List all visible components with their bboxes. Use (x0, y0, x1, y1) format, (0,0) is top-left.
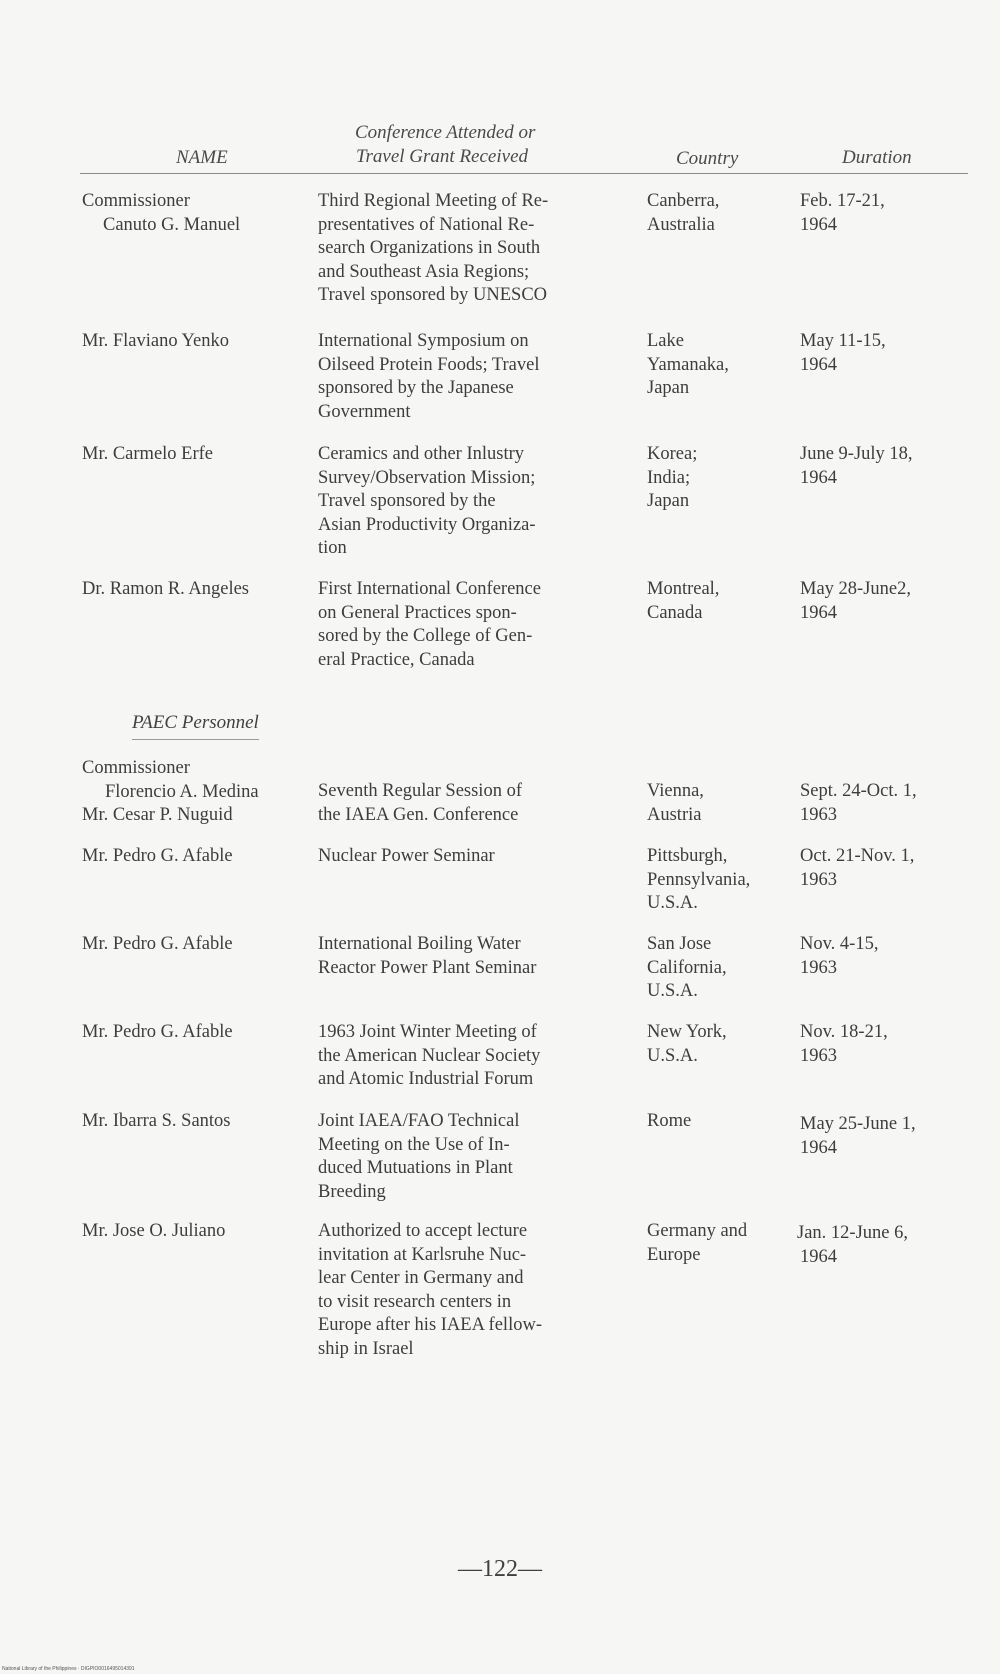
conference-line: the IAEA Gen. Conference (318, 804, 519, 825)
country-line: Pittsburgh, (647, 846, 728, 866)
row-country (647, 1220, 747, 1267)
row-conference (318, 578, 618, 672)
conference-line: invitation at Karlsruhe Nuc- (318, 1244, 527, 1265)
conference-line: lear Center in Germany and (318, 1268, 524, 1288)
conference-line: 1963 Joint Winter Meeting of (318, 1022, 537, 1042)
row-country (647, 933, 727, 1004)
name-line: Mr. Cesar P. Nuguid (82, 805, 233, 825)
row-name (82, 190, 240, 237)
conference-line: Nuclear Power Seminar (318, 846, 495, 866)
conference-line: Travel sponsored by the (318, 491, 496, 511)
name-line: Mr. Carmelo Erfe (82, 444, 213, 464)
conference-line: to visit research centers in (318, 1291, 512, 1312)
conference-line: presentatives of National Re- (318, 214, 535, 235)
row-conference (318, 190, 618, 308)
conference-line: Survey/Observation Mission; (318, 467, 536, 488)
name-line: Mr. Pedro G. Afable (82, 1022, 233, 1042)
row-country (647, 845, 750, 916)
row-name (82, 757, 259, 828)
row-duration (800, 1113, 916, 1160)
conference-line: Travel sponsored by UNESCO (318, 285, 548, 305)
conference-line: Oilseed Protein Foods; Travel (318, 354, 540, 375)
row-conference (318, 780, 618, 827)
conference-line: eral Practice, Canada (318, 649, 475, 670)
duration-line: May 28-June2, (800, 579, 911, 599)
duration-line: Sept. 24-Oct. 1, (800, 781, 917, 801)
header-conference-line2: Travel Grant Received (356, 146, 529, 167)
row-duration (800, 933, 878, 980)
row-conference (318, 330, 618, 424)
row-name (82, 1220, 225, 1244)
row-country (647, 190, 719, 237)
row-name (82, 443, 213, 467)
duration-line: June 9-July 18, (800, 444, 913, 464)
row-conference (318, 1021, 618, 1092)
row-duration (800, 1021, 888, 1068)
name-line: Mr. Ibarra S. Santos (82, 1111, 231, 1131)
conference-line: duced Mutuations in Plant (318, 1158, 513, 1178)
name-line: Dr. Ramon R. Angeles (82, 579, 250, 599)
country-line: Korea; (647, 444, 698, 464)
conference-line: First International Conference (318, 579, 541, 599)
row-duration (800, 190, 885, 237)
duration-line: 1963 (800, 869, 837, 890)
header-rule (80, 173, 968, 174)
country-line: Canada (647, 602, 703, 623)
scan-credit-footer: National Library of the Philippines · DIGPIO0016495014391 (2, 1666, 135, 1672)
row-name (82, 845, 233, 869)
header-conference-line1: Conference Attended or (355, 122, 536, 143)
name-line: Mr. Pedro G. Afable (82, 846, 233, 866)
conference-line: Government (318, 401, 411, 422)
row-conference (318, 1220, 618, 1361)
conference-line: Meeting on the Use of In- (318, 1134, 510, 1155)
name-line: Mr. Jose O. Juliano (82, 1221, 226, 1241)
conference-line: Asian Productivity Organiza- (318, 514, 536, 535)
country-line: Austria (647, 804, 702, 825)
duration-line: Oct. 21-Nov. 1, (800, 846, 915, 866)
conference-line: International Symposium on (318, 331, 529, 351)
row-country (647, 330, 729, 401)
row-duration (800, 780, 917, 827)
conference-line: International Boiling Water (318, 934, 521, 954)
row-conference (318, 1110, 618, 1204)
conference-line: Reactor Power Plant Seminar (318, 957, 537, 978)
row-conference (318, 845, 618, 869)
duration-line: Nov. 4-15, (800, 934, 879, 954)
country-line: New York, (647, 1022, 727, 1042)
country-line: Europe (647, 1244, 701, 1265)
header-duration: Duration (842, 147, 912, 168)
country-line: U.S.A. (647, 1045, 698, 1066)
country-line: Vienna, (647, 781, 704, 801)
country-line: Germany and (647, 1221, 748, 1241)
name-line: Florencio A. Medina (105, 781, 259, 802)
header-country: Country (676, 148, 739, 169)
conference-line: Third Regional Meeting of Re- (318, 191, 549, 211)
country-line: San Jose (647, 934, 712, 954)
header-name: NAME (176, 147, 228, 168)
country-line: Pennsylvania, (647, 869, 751, 890)
conference-line: sponsored by the Japanese (318, 378, 514, 398)
row-country (647, 1110, 691, 1134)
row-conference (318, 443, 618, 561)
page-number: —122— (458, 1556, 542, 1582)
conference-line: Authorized to accept lecture (318, 1221, 528, 1241)
country-line: California, (647, 957, 727, 978)
country-line: U.S.A. (647, 893, 698, 913)
row-duration (800, 578, 911, 625)
conference-line: search Organizations in South (318, 238, 541, 258)
country-line: India; (647, 467, 691, 488)
row-country (647, 780, 704, 827)
duration-line: 1964 (800, 1246, 837, 1267)
row-country (647, 443, 697, 514)
conference-line: tion (318, 538, 347, 558)
country-line: Yamanaka, (647, 354, 729, 375)
row-duration (800, 845, 914, 892)
row-duration (800, 443, 913, 490)
duration-line: Jan. 12-June 6, (797, 1223, 908, 1243)
row-duration (797, 1222, 908, 1269)
conference-line: on General Practices spon- (318, 602, 517, 623)
conference-line: ship in Israel (318, 1338, 414, 1359)
row-name (82, 933, 233, 957)
conference-line: and Southeast Asia Regions; (318, 261, 530, 282)
country-line: Japan (647, 378, 690, 398)
country-line: Canberra, (647, 191, 720, 211)
name-line: Mr. Flaviano Yenko (82, 331, 229, 351)
conference-line: Joint IAEA/FAO Technical (318, 1111, 520, 1131)
duration-line: 1964 (800, 214, 837, 235)
conference-line: the American Nuclear Society (318, 1045, 541, 1066)
duration-line: Feb. 17-21, (800, 191, 885, 211)
duration-line: 1963 (800, 957, 837, 978)
name-line: Commissioner (82, 191, 190, 211)
duration-line: 1964 (800, 602, 837, 623)
duration-line: 1964 (800, 1137, 837, 1158)
name-line: Mr. Pedro G. Afable (82, 934, 233, 954)
duration-line: 1964 (800, 467, 837, 488)
conference-line: Europe after his IAEA fellow- (318, 1315, 542, 1335)
conference-line: and Atomic Industrial Forum (318, 1069, 534, 1089)
country-line: Lake (647, 331, 684, 351)
row-name (82, 578, 249, 602)
conference-line: sored by the College of Gen- (318, 626, 533, 646)
duration-line: 1963 (800, 804, 837, 825)
country-line: Japan (647, 491, 690, 511)
country-line: U.S.A. (647, 981, 698, 1001)
duration-line: May 11-15, (800, 331, 886, 351)
row-name (82, 330, 229, 354)
conference-line: Ceramics and other Inlustry (318, 444, 525, 464)
conference-line: Seventh Regular Session of (318, 781, 522, 801)
row-duration (800, 330, 886, 377)
row-name (82, 1110, 231, 1134)
country-line: Australia (647, 214, 715, 235)
duration-line: 1963 (800, 1045, 837, 1066)
country-line: Montreal, (647, 579, 720, 599)
country-line: Rome (647, 1111, 692, 1131)
duration-line: 1964 (800, 354, 837, 375)
section-title-paec-personnel: PAEC Personnel (132, 712, 259, 740)
conference-line: Breeding (318, 1181, 386, 1202)
name-line: Canuto G. Manuel (103, 214, 241, 235)
row-country (647, 578, 719, 625)
row-country (647, 1021, 727, 1068)
row-name (82, 1021, 233, 1045)
duration-line: Nov. 18-21, (800, 1022, 888, 1042)
name-line: Commissioner (82, 758, 190, 778)
row-conference (318, 933, 618, 980)
duration-line: May 25-June 1, (800, 1114, 916, 1134)
